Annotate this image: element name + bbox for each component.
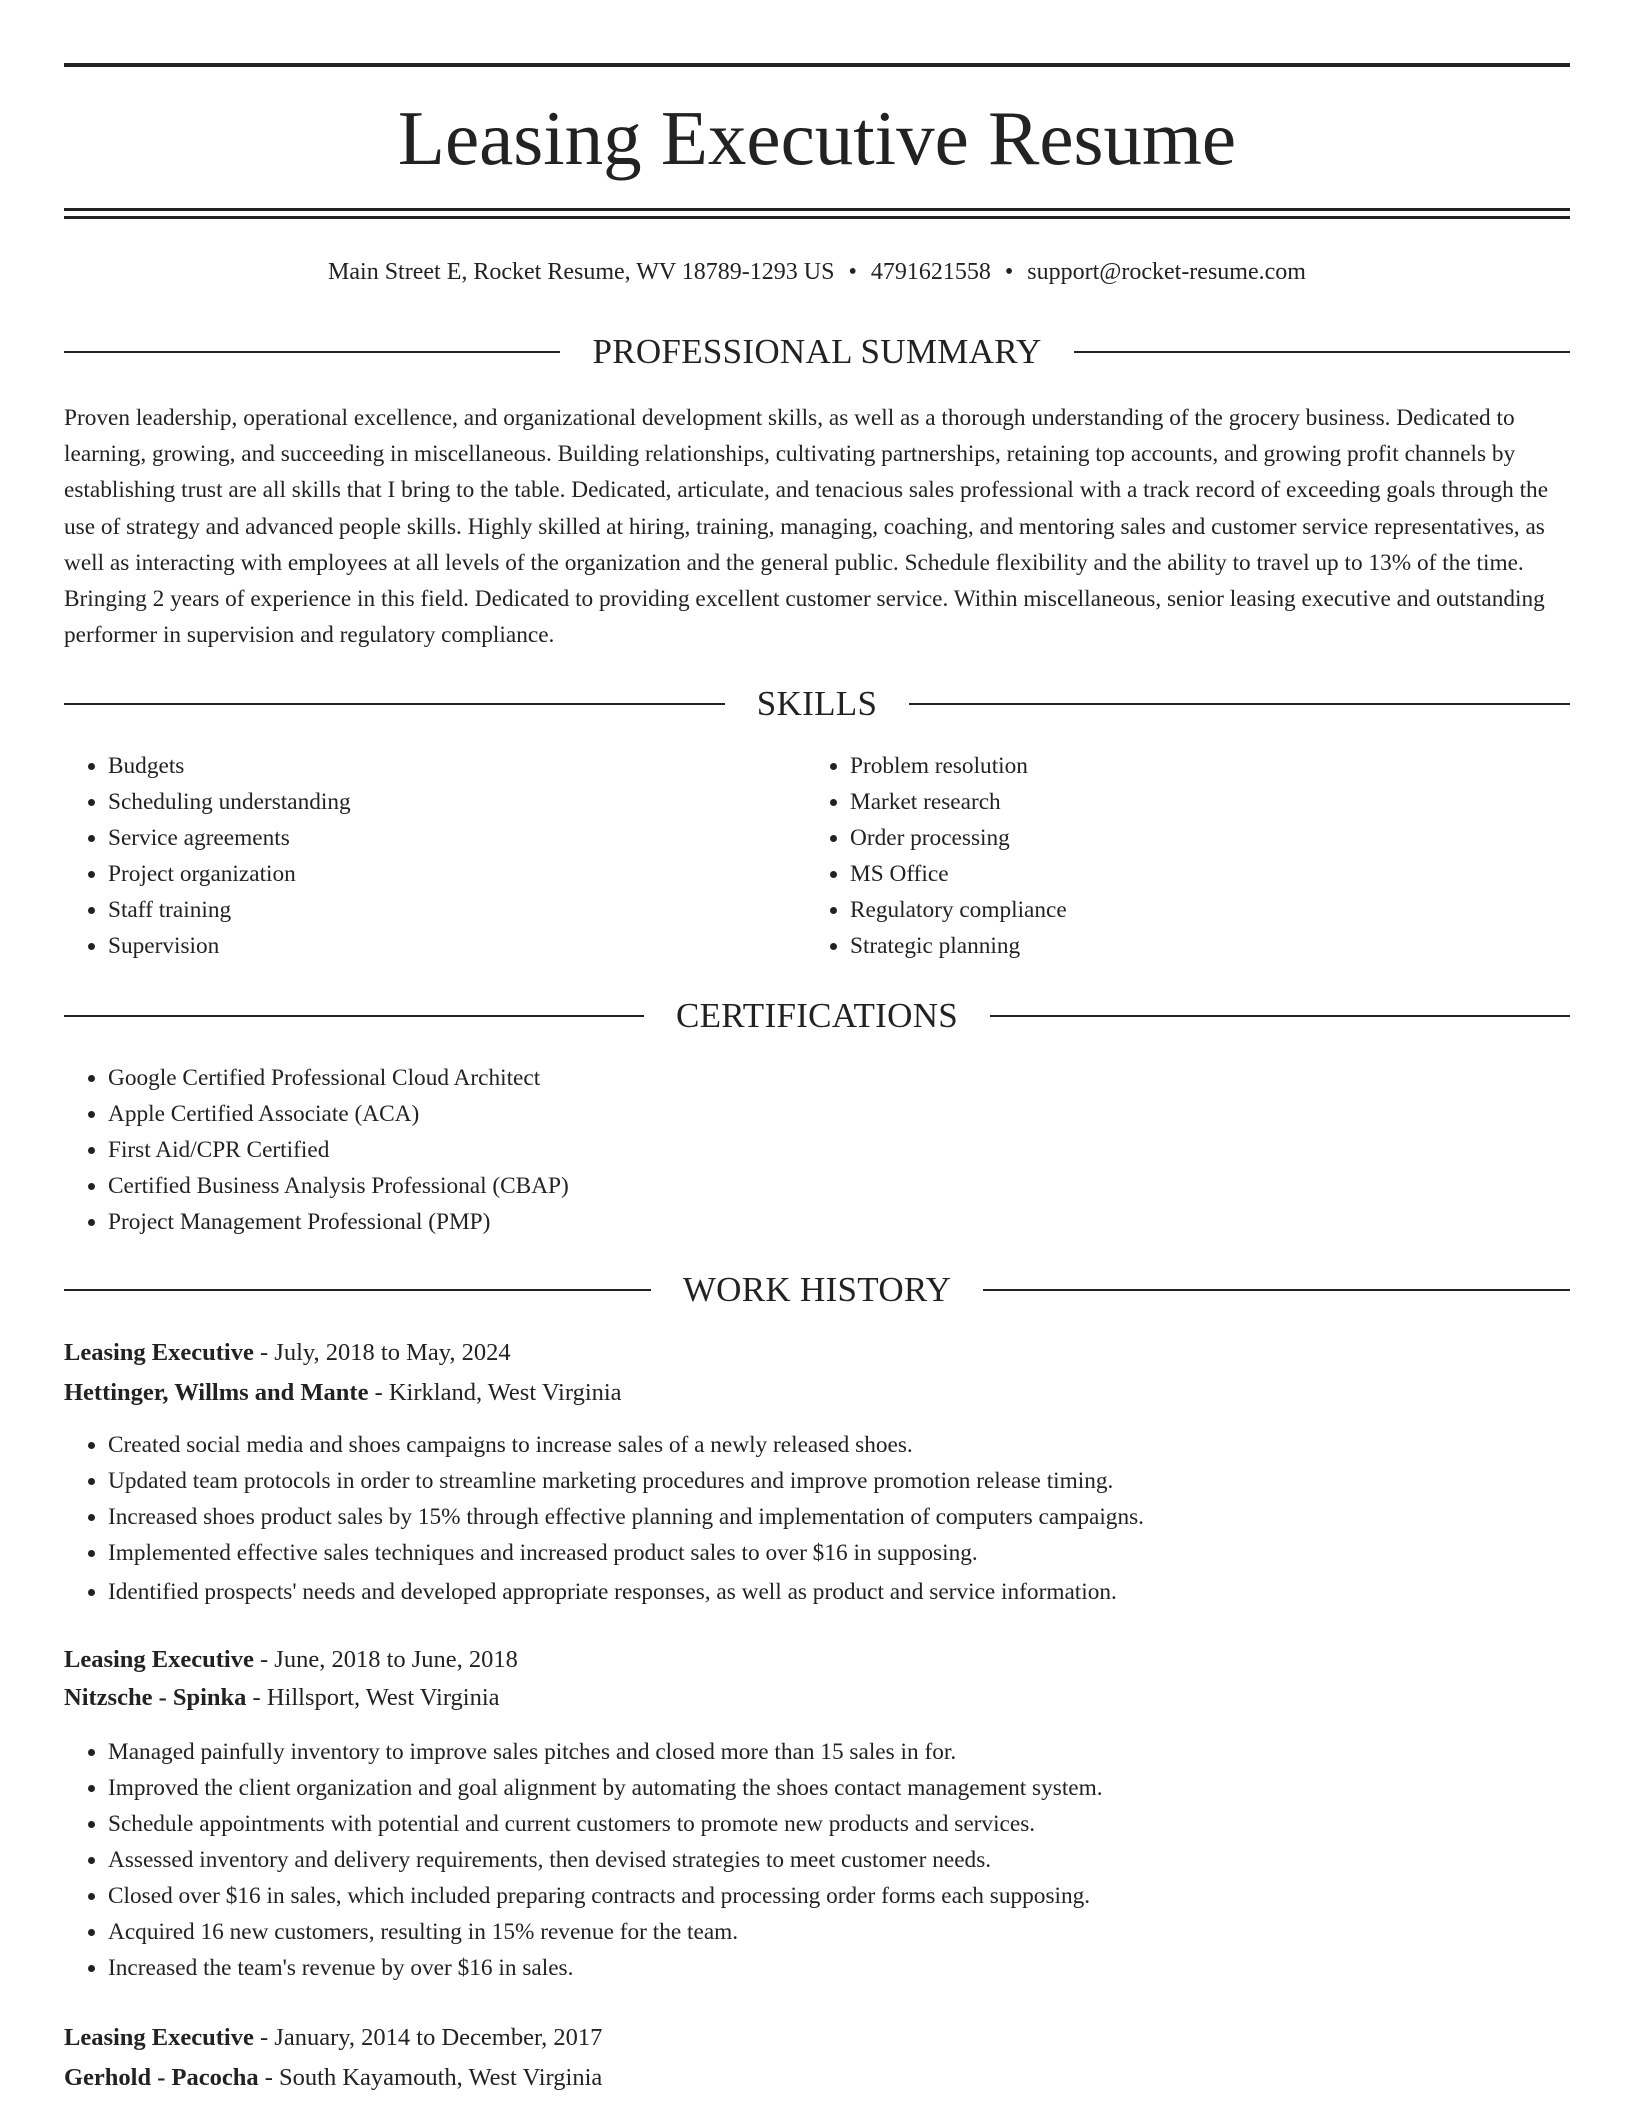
job-dates: - January, 2014 to December, 2017 [253, 2024, 603, 2051]
certification-item: • First Aid/CPR Certified [108, 1132, 1570, 1168]
contact-separator: • [1004, 259, 1014, 285]
job-company-line [64, 2060, 1570, 2096]
certification-item: • Certified Business Analysis Professional (CBAP) [108, 1168, 1570, 1204]
skills-column-right [806, 748, 1570, 964]
job-bullet: • Improved the client organization and goal alignment by automating the shoes contact management system. [108, 1770, 1570, 1806]
heading-rule-right [1074, 351, 1570, 353]
skill-item: • Budgets [108, 748, 804, 784]
job-title-line [64, 2020, 1570, 2056]
title-rule-upper [64, 208, 1570, 211]
skill-item: • MS Office [850, 856, 1570, 892]
job-title: Leasing Executive [64, 1339, 254, 1366]
skill-item: • Staff training [108, 892, 804, 928]
skill-item: • Order processing [850, 820, 1570, 856]
heading-rule-right [983, 1289, 1570, 1291]
job-location: - Hillsport, West Virginia [246, 1684, 500, 1711]
top-rule [64, 63, 1570, 67]
heading-rule-left [64, 351, 560, 353]
job-company: Hettinger, Willms and Mante [64, 1379, 369, 1406]
certification-item: • Google Certified Professional Cloud Architect [108, 1060, 1570, 1096]
heading-rule-left [64, 703, 725, 705]
heading-rule-right [909, 703, 1570, 705]
job-bullets [64, 1734, 1570, 1986]
job-company: Gerhold - Pacocha [64, 2064, 259, 2091]
skill-item: • Problem resolution [850, 748, 1570, 784]
job-bullet: • Created social media and shoes campaigns to increase sales of a newly released shoes. [108, 1427, 1570, 1463]
summary-heading-label: PROFESSIONAL SUMMARY [592, 332, 1042, 371]
summary-section-heading [64, 330, 1570, 374]
work-history-section-heading [64, 1268, 1570, 1312]
job-company-line [64, 1375, 1570, 1411]
job-bullet: • Acquired 16 new customers, resulting in 15% revenue for the team. [108, 1914, 1570, 1950]
job-bullet: • Schedule appointments with potential and current customers to promote new products and services. [108, 1806, 1570, 1842]
job-bullets [64, 1427, 1570, 1610]
certification-item: • Project Management Professional (PMP) [108, 1204, 1570, 1240]
job-bullet: • Managed painfully inventory to improve sales pitches and closed more than 15 sales in for. [108, 1734, 1570, 1770]
job-bullet: • Assessed inventory and delivery requirements, then devised strategies to meet customer needs. [108, 1842, 1570, 1878]
job-bullet-list [64, 1427, 1570, 1610]
skill-item: • Project organization [108, 856, 804, 892]
heading-rule-right [990, 1015, 1570, 1017]
job-title: Leasing Executive [64, 1646, 254, 1673]
job-bullet: • Closed over $16 in sales, which included preparing contracts and processing order forms each supposing. [108, 1878, 1570, 1914]
skills-column-left [64, 748, 804, 964]
job-bullet: • Increased the team's revenue by over $16 in sales. [108, 1950, 1570, 1986]
skill-item: • Regulatory compliance [850, 892, 1570, 928]
job-bullet-list [64, 1734, 1570, 1986]
skills-heading-label: SKILLS [756, 684, 878, 723]
skill-item: • Market research [850, 784, 1570, 820]
certification-item: • Apple Certified Associate (ACA) [108, 1096, 1570, 1132]
skills-list-right [806, 748, 1570, 964]
heading-rule-left [64, 1289, 651, 1291]
contact-phone: 4791621558 [870, 259, 991, 285]
job-bullet: • Identified prospects' needs and developed appropriate responses, as well as product and service information. [108, 1574, 1570, 1610]
contact-email[interactable]: support@rocket-resume.com [1027, 259, 1306, 285]
certifications-heading-label: CERTIFICATIONS [675, 996, 959, 1035]
job-dates: - June, 2018 to June, 2018 [253, 1646, 518, 1673]
summary-paragraph: Proven leadership, operational excellence, and organizational development skills, as well as a thorough understanding of the grocery business. Dedicated to learning, growing, and succeeding in miscellaneous. Building relationships, cultivating partnerships, retaining top accounts, and growing profit channels by establishing trust are all skills that I bring to the table. Dedicated, articulate, and tenacious sales professional with a track record of exceeding goals through the use of strategy and advanced people skills. Highly skilled at hiring, training, managing, coaching, and mentoring sales and customer service representatives, as well as interacting with employees at all levels of the organization and the general public. Schedule flexibility and the ability to travel up to 13% of the time. Bringing 2 years of experience in this field. Dedicated to providing excellent customer service. Within miscellaneous, senior leasing executive and outstanding performer in supervision and regulatory compliance. [64, 405, 1549, 649]
certifications-section-heading [64, 994, 1570, 1038]
skills-list-left [64, 748, 804, 964]
contact-line [64, 254, 1570, 290]
job-title-line [64, 1335, 1570, 1371]
certifications-list [64, 1060, 1570, 1240]
job-bullet: • Increased shoes product sales by 15% through effective planning and implementation of computers campaigns. [108, 1499, 1570, 1535]
title-rule-lower [64, 216, 1570, 219]
skill-item: • Strategic planning [850, 928, 1570, 964]
contact-separator: • [848, 259, 857, 285]
skill-item: • Supervision [108, 928, 804, 964]
job-company-line [64, 1680, 1570, 1716]
job-title: Leasing Executive [64, 2024, 254, 2051]
job-dates: - July, 2018 to May, 2024 [253, 1339, 511, 1366]
job-title-line [64, 1642, 1570, 1678]
heading-rule-left [64, 1015, 644, 1017]
work-history-heading-label: WORK HISTORY [682, 1270, 952, 1309]
document-title: Leasing Executive Resume [397, 95, 1237, 181]
job-company: Nitzsche - Spinka [64, 1684, 247, 1711]
job-location: - Kirkland, West Virginia [368, 1379, 622, 1406]
job-bullet: • Updated team protocols in order to streamline marketing procedures and improve promotion release timing. [108, 1463, 1570, 1499]
certifications-block [64, 1060, 1570, 1240]
contact-address: Main Street E, Rocket Resume, WV 18789-1293 US [328, 259, 835, 285]
skill-item: • Scheduling understanding [108, 784, 804, 820]
skill-item: • Service agreements [108, 820, 804, 856]
job-bullet: • Implemented effective sales techniques and increased product sales to over $16 in supposing. [108, 1535, 1570, 1571]
job-location: - South Kayamouth, West Virginia [258, 2064, 603, 2091]
skills-section-heading [64, 682, 1570, 726]
